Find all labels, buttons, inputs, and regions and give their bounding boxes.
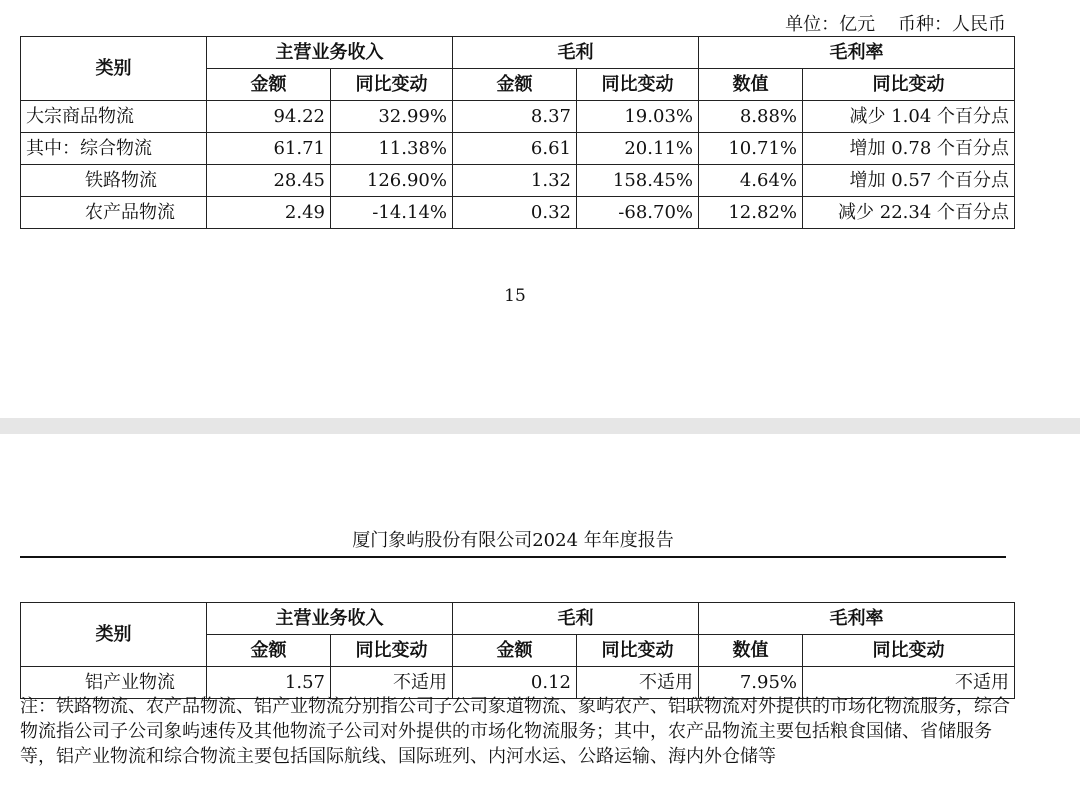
table-row [21, 101, 1015, 133]
cell: 28.45 [207, 165, 331, 197]
row-category: 农产品物流 [21, 197, 207, 229]
gross-margin-group-header: 毛利率 [699, 37, 1015, 69]
subheader: 同比变动 [803, 69, 1015, 101]
cell: 8.88% [699, 101, 803, 133]
row-category: 大宗商品物流 [21, 101, 207, 133]
cell: 126.90% [331, 165, 453, 197]
subheader: 数值 [699, 69, 803, 101]
cell: 20.11% [577, 133, 699, 165]
cell: 1.57 [207, 667, 331, 699]
subheader: 同比变动 [577, 69, 699, 101]
cell: 6.61 [453, 133, 577, 165]
cell: 32.99% [331, 101, 453, 133]
cell: 减少 22.34 个百分点 [803, 197, 1015, 229]
cell: 不适用 [577, 667, 699, 699]
gross-profit-group-header: 毛利 [453, 37, 699, 69]
cell: 0.12 [453, 667, 577, 699]
cell: 不适用 [331, 667, 453, 699]
subheader: 金额 [453, 69, 577, 101]
cell: -14.14% [331, 197, 453, 229]
category-header: 类别 [21, 37, 207, 101]
cell: 12.82% [699, 197, 803, 229]
table-row [21, 197, 1015, 229]
cell: 19.03% [577, 101, 699, 133]
table-row [21, 165, 1015, 197]
subheader: 金额 [207, 69, 331, 101]
revenue-group-header: 主营业务收入 [207, 37, 453, 69]
gross-margin-table-continued [20, 602, 1015, 699]
subheader: 金额 [453, 635, 577, 667]
cell: 7.95% [699, 667, 803, 699]
gross-margin-group-header: 毛利率 [699, 603, 1015, 635]
table-row [21, 133, 1015, 165]
row-category: 铝产业物流 [21, 667, 207, 699]
page-separator [0, 418, 1080, 434]
subheader: 同比变动 [331, 69, 453, 101]
row-category: 铁路物流 [21, 165, 207, 197]
cell: 增加 0.78 个百分点 [803, 133, 1015, 165]
unit-currency-label: 单位：亿元 币种：人民币 [785, 14, 1006, 35]
subheader: 数值 [699, 635, 803, 667]
subheader: 金额 [207, 635, 331, 667]
cell: 不适用 [803, 667, 1015, 699]
cell: 61.71 [207, 133, 331, 165]
cell: 2.49 [207, 197, 331, 229]
cell: 1.32 [453, 165, 577, 197]
report-running-header: 厦门象屿股份有限公司2024 年年度报告 [20, 528, 1006, 558]
gross-profit-group-header: 毛利 [453, 603, 699, 635]
row-category: 其中：综合物流 [21, 133, 207, 165]
table-header-row [21, 37, 1015, 69]
cell: 11.38% [331, 133, 453, 165]
report-page-16 [0, 434, 1080, 801]
table-header-row [21, 603, 1015, 635]
revenue-group-header: 主营业务收入 [207, 603, 453, 635]
table-footnote: 注：铁路物流、农产品物流、铝产业物流分别指公司子公司象道物流、象屿农产、铝联物流对外提供的市场化物流服务，综合物流指公司子公司象屿速传及其他物流子公司对外提供的市场化物流服务；其中，农产品物流主要包括粮食国储、省储服务等，铝产业物流和综合物流主要包括国际航线、国际班列、内河水运、公路运输、海内外仓储等 [20, 696, 1010, 767]
cell: 158.45% [577, 165, 699, 197]
gross-margin-table [20, 36, 1015, 229]
cell: 10.71% [699, 133, 803, 165]
category-header: 类别 [21, 603, 207, 667]
cell: -68.70% [577, 197, 699, 229]
cell: 减少 1.04 个百分点 [803, 101, 1015, 133]
cell: 0.32 [453, 197, 577, 229]
page-number: 15 [504, 286, 526, 306]
cell: 增加 0.57 个百分点 [803, 165, 1015, 197]
cell: 94.22 [207, 101, 331, 133]
subheader: 同比变动 [803, 635, 1015, 667]
subheader: 同比变动 [331, 635, 453, 667]
cell: 4.64% [699, 165, 803, 197]
cell: 8.37 [453, 101, 577, 133]
subheader: 同比变动 [577, 635, 699, 667]
